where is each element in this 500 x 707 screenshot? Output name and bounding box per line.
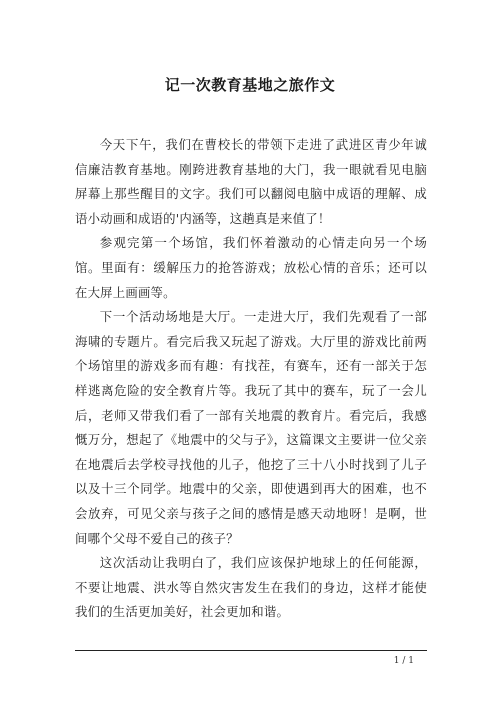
paragraph-2: 参观完第一个场馆，我们怀着激动的心情走向另一个场馆。里面有：缓解压力的抢答游戏；放松心情的音乐；还可以在大屏上画画等。 [75, 235, 427, 300]
paragraph-1: 今天下午，我们在曹校长的带领下走进了武进区青少年诚信廉洁教育基地。刚跨进教育基地的大门，我一眼就看见电脑屏幕上那些醒目的文字。我们可以翻阅电脑中成语的理解、成语小动画和成语的'内涵等，这趟真是来值了！ [75, 137, 427, 226]
paragraph-4: 这次活动让我明白了，我们应该保护地球上的任何能源，不要让地震、洪水等自然灾害发生在我们的身边，这样才能使我们的生活更加美好，社会更加和谐。 [75, 555, 427, 620]
document-title: 记一次教育基地之旅作文 [164, 76, 336, 94]
paragraph-3: 下一个活动场地是大厅。一走进大厅，我们先观看了一部海啸的专题片。看完后我又玩起了游戏。大厅里的游戏比前两个场馆里的游戏多而有趣：有找茬，有赛车，还有一部关于怎样逃离危险的安全教育片等。我玩了其中的赛车，玩了一会儿后，老师又带我们看了一部有关地震的教育片。看完后，我感慨万分，想起了《地震中的父与子》，这篇课文主要讲一位父亲在地震后去学校寻找他的儿子，他挖了三十八小时找到了儿子以及十三个同学。地震中的父亲，即使遇到再大的困难，也不会放弃，可见父亲与孩子之间的感情是感天动地呀！是啊，世间哪个父母不爱自己的孩子？ [75, 309, 427, 546]
document-body [75, 133, 427, 625]
footer-divider [75, 650, 427, 651]
page-number: 1 / 1 [393, 656, 414, 666]
